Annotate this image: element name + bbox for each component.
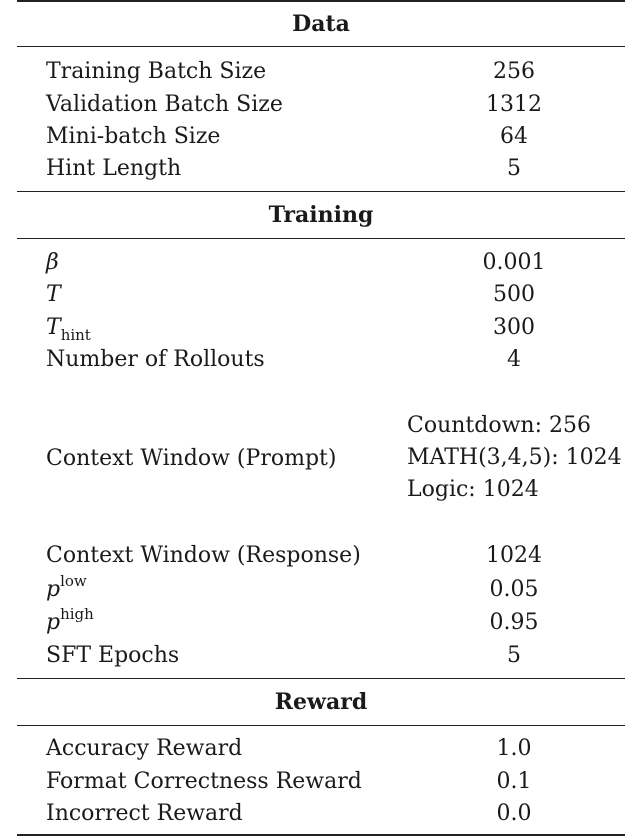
row-value: 300 bbox=[493, 315, 535, 340]
prompt-value-math: MATH(3,4,5): 1024 bbox=[407, 445, 622, 470]
table-row bbox=[0, 343, 640, 376]
row-value: 1024 bbox=[486, 543, 542, 568]
section-rule bbox=[17, 46, 625, 47]
row-value: 0.0 bbox=[496, 801, 532, 826]
context-window-prompt-values bbox=[407, 410, 632, 506]
row-value: 0.05 bbox=[489, 577, 539, 602]
hint-subscript: hint bbox=[60, 326, 91, 344]
row-label: Accuracy Reward bbox=[46, 736, 243, 761]
table-row bbox=[0, 120, 640, 153]
low-superscript: low bbox=[60, 572, 87, 590]
row-label: SFT Epochs bbox=[46, 643, 180, 668]
row-value: 256 bbox=[493, 59, 535, 84]
prompt-value-logic: Logic: 1024 bbox=[407, 477, 539, 502]
table-row bbox=[0, 278, 640, 311]
section-rule bbox=[17, 191, 625, 192]
row-value: 0.1 bbox=[496, 769, 532, 794]
bottom-rule bbox=[17, 834, 625, 836]
table-row bbox=[0, 639, 640, 672]
row-label: Context Window (Response) bbox=[46, 543, 361, 568]
row-value: 64 bbox=[500, 124, 528, 149]
row-label: Format Correctness Reward bbox=[46, 769, 362, 794]
table-row bbox=[0, 539, 640, 572]
row-value: 0.95 bbox=[489, 610, 539, 635]
row-label: Number of Rollouts bbox=[46, 347, 265, 372]
table-row bbox=[0, 152, 640, 185]
table-row bbox=[0, 573, 640, 606]
section-rule bbox=[17, 725, 625, 726]
high-superscript: high bbox=[60, 605, 94, 623]
table-row bbox=[0, 246, 640, 279]
table-row bbox=[0, 311, 640, 344]
row-value: 500 bbox=[493, 282, 535, 307]
p-low-symbol bbox=[46, 573, 87, 608]
row-value: 0.001 bbox=[482, 250, 546, 275]
t-base: T bbox=[46, 315, 61, 340]
section-rule bbox=[17, 238, 625, 239]
p-base: p bbox=[46, 610, 61, 635]
table-row bbox=[0, 55, 640, 88]
top-rule bbox=[17, 0, 625, 2]
row-value: 1.0 bbox=[496, 736, 532, 761]
row-value: 5 bbox=[507, 156, 521, 181]
row-value: 1312 bbox=[486, 92, 542, 117]
section-title-data: Data bbox=[292, 11, 350, 37]
row-value: 5 bbox=[507, 643, 521, 668]
t-hint-symbol bbox=[46, 311, 91, 346]
beta-symbol: β bbox=[46, 250, 59, 275]
table-row bbox=[0, 732, 640, 765]
p-high-symbol bbox=[46, 606, 94, 641]
row-label: Mini-batch Size bbox=[46, 124, 221, 149]
row-value: 4 bbox=[507, 347, 521, 372]
row-label: Context Window (Prompt) bbox=[46, 446, 337, 471]
row-label: Hint Length bbox=[46, 156, 182, 181]
p-base: p bbox=[46, 577, 61, 602]
t-symbol: T bbox=[46, 282, 61, 307]
table-row bbox=[0, 88, 640, 121]
section-rule bbox=[17, 678, 625, 679]
prompt-value-countdown: Countdown: 256 bbox=[407, 413, 591, 438]
section-title-training: Training bbox=[268, 202, 374, 228]
row-label: Training Batch Size bbox=[46, 59, 267, 84]
row-label: Validation Batch Size bbox=[46, 92, 283, 117]
row-label: Incorrect Reward bbox=[46, 801, 243, 826]
section-title-reward: Reward bbox=[274, 689, 368, 715]
table-row bbox=[0, 797, 640, 830]
table-row bbox=[0, 606, 640, 639]
table-row bbox=[0, 765, 640, 798]
